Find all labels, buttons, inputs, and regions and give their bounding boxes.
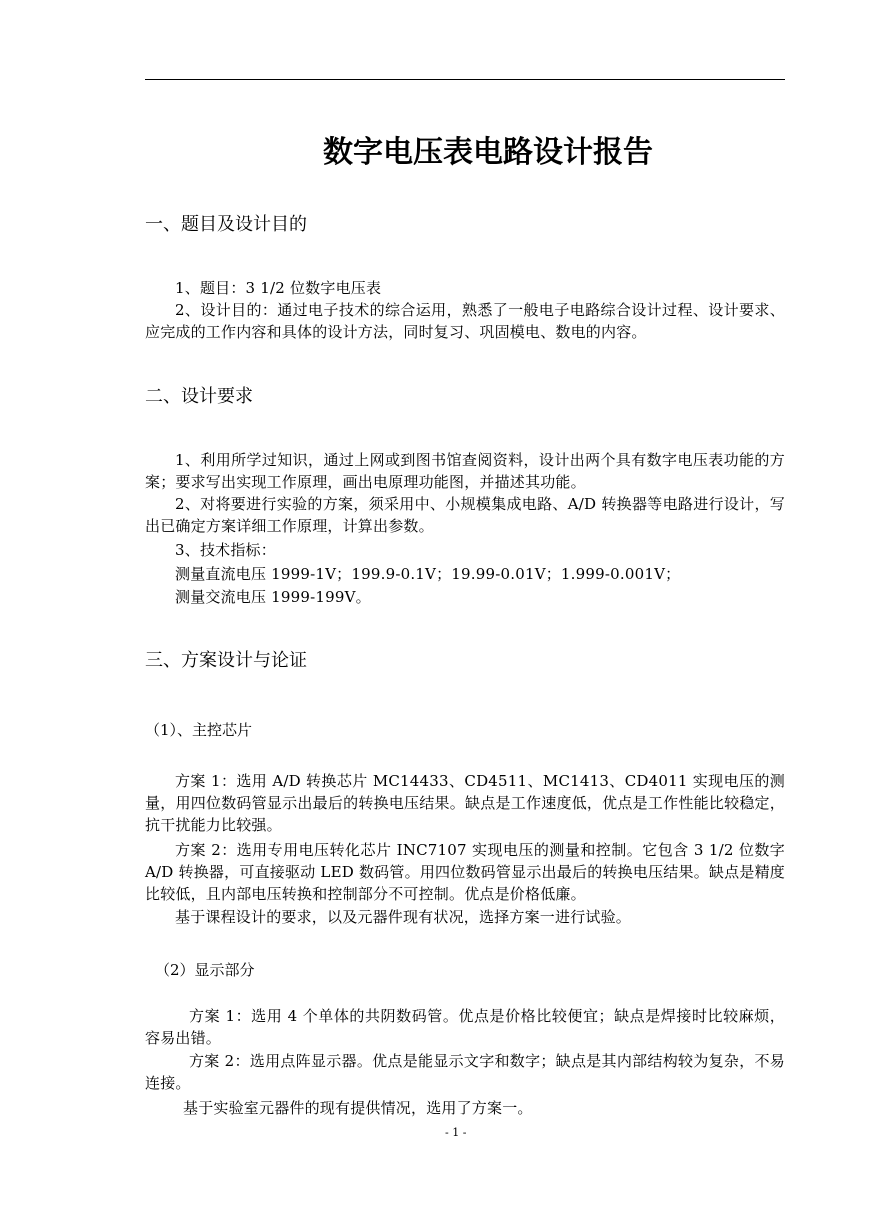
paragraph-chip-option-2: 方案 2：选用专用电压转化芯片 INC7107 实现电压的测量和控制。它包含 3 1/2 位数字 A/D 转换器，可直接驱动 LED 数码管。用四位数码管显示出最后的转换电压结果。缺点是精度比较低，且内部电压转换和控制部分不可控制。优点是价格低廉。 [145, 841, 785, 903]
header-rule [145, 79, 785, 80]
subsection-heading-display: （2）显示部分 [155, 961, 255, 979]
paragraph-chip-decision: 基于课程设计的要求，以及元器件现有状况，选择方案一进行试验。 [175, 908, 632, 926]
paragraph-chip-option-1: 方案 1：选用 A/D 转换芯片 MC14433、CD4511、MC1413、CD4011 实现电压的测量，用四位数码管显示出最后的转换电压结果。缺点是工作速度低，优点是工作性能比较稳定，抗干扰能力比较强。 [145, 772, 785, 834]
paragraph-purpose: 2、设计目的：通过电子技术的综合运用，熟悉了一般电子电路综合设计过程、设计要求、应完成的工作内容和具体的设计方法，同时复习、巩固模电、数电的内容。 [145, 301, 785, 341]
paragraph-dc-range: 测量直流电压 1999-1V；199.9-0.1V；19.99-0.01V；1.999-0.001V； [175, 565, 681, 583]
paragraph-topic: 1、题目：3 1/2 位数字电压表 [175, 279, 382, 297]
paragraph-tech-spec: 3、技术指标： [175, 541, 276, 559]
document-title: 数字电压表电路设计报告 [323, 135, 653, 170]
section-heading-1: 一、题目及设计目的 [145, 214, 307, 235]
paragraph-display-option-2: 方案 2：选用点阵显示器。优点是能显示文字和数字；缺点是其内部结构较为复杂，不易连接。 [145, 1052, 785, 1092]
section-heading-2: 二、设计要求 [145, 386, 253, 407]
paragraph-requirement-1: 1、利用所学过知识，通过上网或到图书馆查阅资料，设计出两个具有数字电压表功能的方案；要求写出实现工作原理，画出电原理功能图，并描述其功能。 [145, 451, 785, 491]
paragraph-ac-range: 测量交流电压 1999-199V。 [175, 588, 371, 606]
section-heading-3: 三、方案设计与论证 [145, 650, 307, 671]
paragraph-display-decision: 基于实验室元器件的现有提供情况，选用了方案一。 [183, 1099, 533, 1117]
paragraph-display-option-1: 方案 1：选用 4 个单体的共阴数码管。优点是价格比较便宜；缺点是焊接时比较麻烦，容易出错。 [145, 1007, 785, 1047]
page-number: - 1 - [445, 1126, 467, 1139]
subsection-heading-main-chip: （1）、主控芯片 [145, 721, 253, 739]
paragraph-requirement-2: 2、对将要进行实验的方案，须采用中、小规模集成电路、A/D 转换器等电路进行设计，写出已确定方案详细工作原理，计算出参数。 [145, 495, 785, 535]
